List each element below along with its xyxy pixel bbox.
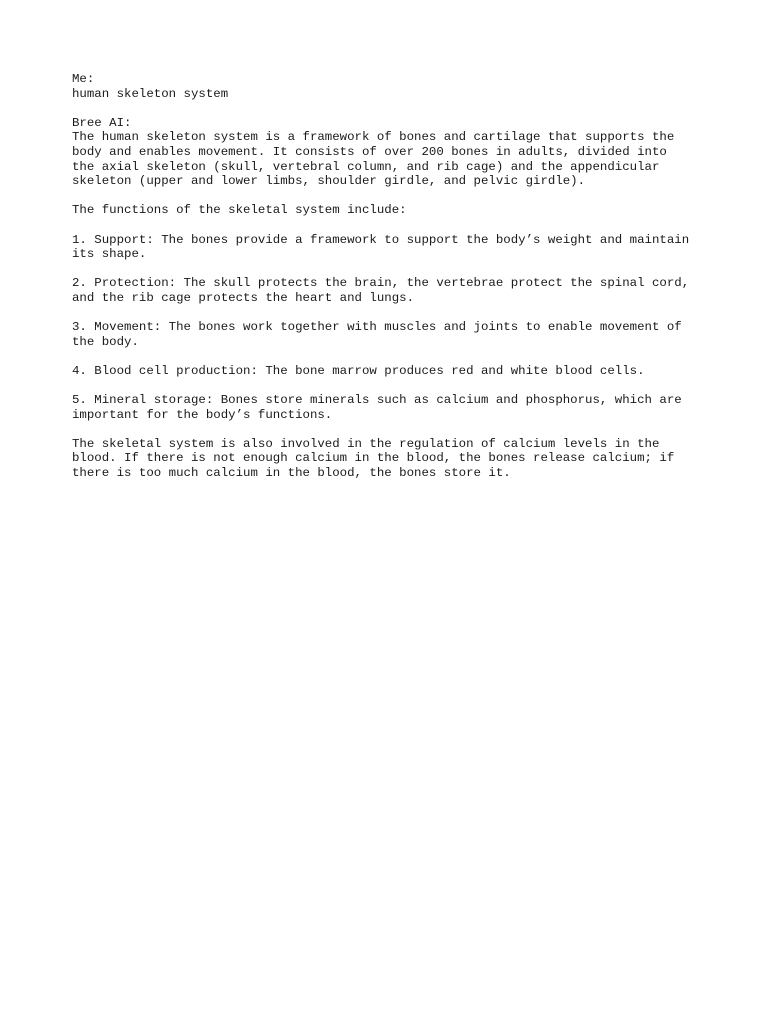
functions-heading — [72, 203, 712, 218]
function-item-movement — [72, 320, 712, 349]
text-line: the body. — [72, 334, 139, 349]
speaker-label-bree-ai: Bree AI: — [72, 115, 132, 130]
function-item-blood-cell-production — [72, 364, 712, 379]
function-item-mineral-storage — [72, 393, 712, 422]
ai-response-intro — [72, 116, 712, 189]
text-line: the axial skeleton (skull, vertebral column, and rib cage) and the appendicular — [72, 159, 660, 174]
text-line: body and enables movement. It consists of over 200 bones in adults, divided into — [72, 144, 667, 159]
text-line: 2. Protection: The skull protects the brain, the vertebrae protect the spinal cord, — [72, 276, 690, 291]
text-line: and the rib cage protects the heart and lungs. — [72, 290, 415, 305]
text-line: The human skeleton system is a framework of bones and cartilage that supports the — [72, 130, 675, 145]
text-line: The skeletal system is also involved in the regulation of calcium levels in the — [72, 436, 660, 451]
text-line: 4. Blood cell production: The bone marrow produces red and white blood cells. — [72, 363, 645, 378]
calcium-regulation-paragraph — [72, 437, 712, 481]
document-page — [72, 72, 712, 495]
text-line: 1. Support: The bones provide a framework to support the body’s weight and maintain — [72, 232, 690, 247]
function-item-protection — [72, 276, 712, 305]
text-line: there is too much calcium in the blood, the bones store it. — [72, 466, 511, 481]
text-line: blood. If there is not enough calcium in the blood, the bones release calcium; if — [72, 451, 675, 466]
user-message — [72, 72, 712, 101]
text-line: 3. Movement: The bones work together with muscles and joints to enable movement of — [72, 320, 682, 335]
user-query: human skeleton system — [72, 86, 229, 101]
speaker-label-me: Me: — [72, 72, 95, 86]
text-line: its shape. — [72, 247, 147, 262]
function-item-support — [72, 233, 712, 262]
text-line: skeleton (upper and lower limbs, shoulder girdle, and pelvic girdle). — [72, 174, 586, 189]
text-line: The functions of the skeletal system include: — [72, 203, 407, 218]
text-line: important for the body’s functions. — [72, 407, 333, 422]
text-line: 5. Mineral storage: Bones store minerals such as calcium and phosphorus, which are — [72, 393, 682, 408]
